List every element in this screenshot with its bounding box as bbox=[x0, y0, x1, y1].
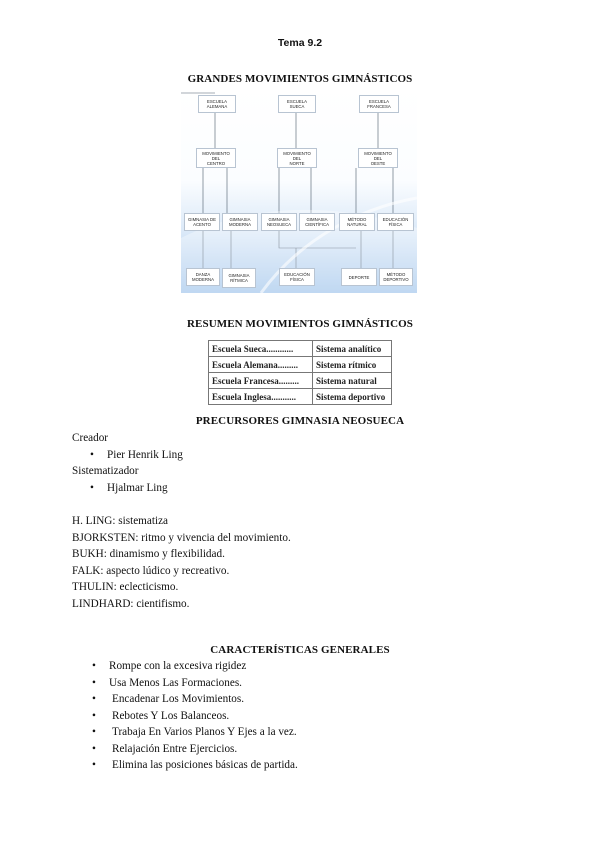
list-item-text: Relajación Entre Ejercicios. bbox=[112, 742, 238, 755]
list-item bbox=[92, 658, 298, 675]
contributions-list bbox=[72, 513, 291, 612]
school-cell: Escuela Francesa......... bbox=[209, 373, 313, 389]
node-metodo-deportivo: MÉTODO DEPORTIVO bbox=[379, 268, 413, 286]
school-cell: Escuela Sueca............ bbox=[209, 341, 313, 357]
node-movimiento-oeste: MOVIMIENTO DEL OESTE bbox=[358, 148, 398, 168]
list-item: BUKH: dinamismo y flexibilidad. bbox=[72, 548, 225, 560]
list-item: THULIN: eclecticismo. bbox=[72, 581, 179, 593]
list-item bbox=[92, 691, 298, 708]
node-metodo-natural: MÉTODO NATURAL bbox=[339, 213, 375, 231]
movements-diagram bbox=[181, 88, 417, 293]
systematizer-name: • Hjalmar Ling bbox=[90, 480, 168, 497]
list-item-text: Trabaja En Varios Planos Y Ejes a la vez. bbox=[112, 726, 297, 738]
list-item-text: Encadenar Los Movimientos. bbox=[112, 693, 245, 705]
system-cell: Sistema deportivo bbox=[313, 389, 392, 405]
list-item-text: Rompe con la excesiva rigidez bbox=[109, 660, 247, 672]
heading-grandes-movimientos: GRANDES MOVIMIENTOS GIMNÁSTICOS bbox=[187, 73, 413, 85]
list-item-text: Elimina las posiciones básicas de partida. bbox=[112, 759, 298, 771]
node-educacion-fisica-oeste: EDUCACIÓN FÍSICA bbox=[377, 213, 414, 231]
node-movimiento-centro: MOVIMIENTO DEL CENTRO bbox=[196, 148, 236, 168]
table-row bbox=[209, 341, 392, 357]
node-gimnasia-ritmica: GIMNASIA RÍTMICA bbox=[222, 268, 256, 288]
table-row bbox=[209, 357, 392, 373]
table-row bbox=[209, 373, 392, 389]
heading-caracteristicas: CARACTERÍSTICAS GENERALES bbox=[210, 644, 390, 656]
heading-precursores: PRECURSORES GIMNASIA NEOSUECA bbox=[195, 415, 405, 427]
list-item bbox=[92, 675, 298, 692]
list-item bbox=[92, 724, 298, 741]
node-escuela-francesa: ESCUELA FRANCESA bbox=[359, 95, 399, 113]
characteristics-list bbox=[92, 658, 298, 774]
node-deporte: DEPORTE bbox=[341, 268, 377, 286]
list-item: H. LING: sistematiza bbox=[72, 515, 169, 527]
systematizer-label: Sistematizador bbox=[72, 465, 139, 477]
system-cell: Sistema analítico bbox=[313, 341, 392, 357]
list-item bbox=[92, 757, 298, 774]
creator-name: • Pier Henrik Ling bbox=[90, 447, 183, 464]
list-item: LINDHARD: cientifismo. bbox=[72, 597, 190, 610]
table-row bbox=[209, 389, 392, 405]
list-item-text: Usa Menos Las Formaciones. bbox=[109, 676, 242, 689]
node-gimnasia-neosueca: GIMNASIA NEOSUECA bbox=[261, 213, 297, 231]
page-title: Tema 9.2 bbox=[277, 37, 323, 49]
diagram-connectors bbox=[181, 88, 417, 293]
node-gimnasia-moderna: GIMNASIA MODERNA bbox=[222, 213, 258, 231]
list-item: FALK: aspecto lúdico y recreativo. bbox=[72, 564, 230, 577]
node-gimnasia-cientifica: GIMNASIA CIENTÍFICA bbox=[299, 213, 335, 231]
node-movimiento-norte: MOVIMIENTO DEL NORTE bbox=[277, 148, 317, 168]
heading-resumen: RESUMEN MOVIMIENTOS GIMNÁSTICOS bbox=[187, 318, 413, 330]
list-item: BJORKSTEN: ritmo y vivencia del movimiento. bbox=[72, 531, 291, 544]
creator-list bbox=[90, 447, 183, 464]
system-cell: Sistema natural bbox=[313, 373, 392, 389]
school-cell: Escuela Inglesa........... bbox=[209, 389, 313, 405]
systematizer-list bbox=[90, 480, 168, 497]
school-cell: Escuela Alemana......... bbox=[209, 357, 313, 373]
list-item bbox=[92, 708, 298, 725]
node-educacion-fisica-norte: EDUCACIÓN FÍSICA bbox=[279, 268, 315, 286]
list-item-text: Rebotes Y Los Balanceos. bbox=[112, 709, 230, 722]
list-item bbox=[92, 741, 298, 758]
creator-label: Creador bbox=[72, 432, 109, 444]
node-escuela-alemana: ESCUELA ALEMANA bbox=[198, 95, 236, 113]
node-danza-moderna: DANZA MODERNA bbox=[186, 268, 220, 286]
node-gimnasia-acento: GIMNASIA DE ACENTO bbox=[184, 213, 220, 231]
system-cell: Sistema rítmico bbox=[313, 357, 392, 373]
summary-table bbox=[208, 340, 392, 405]
node-escuela-sueca: ESCUELA SUECA bbox=[278, 95, 316, 113]
